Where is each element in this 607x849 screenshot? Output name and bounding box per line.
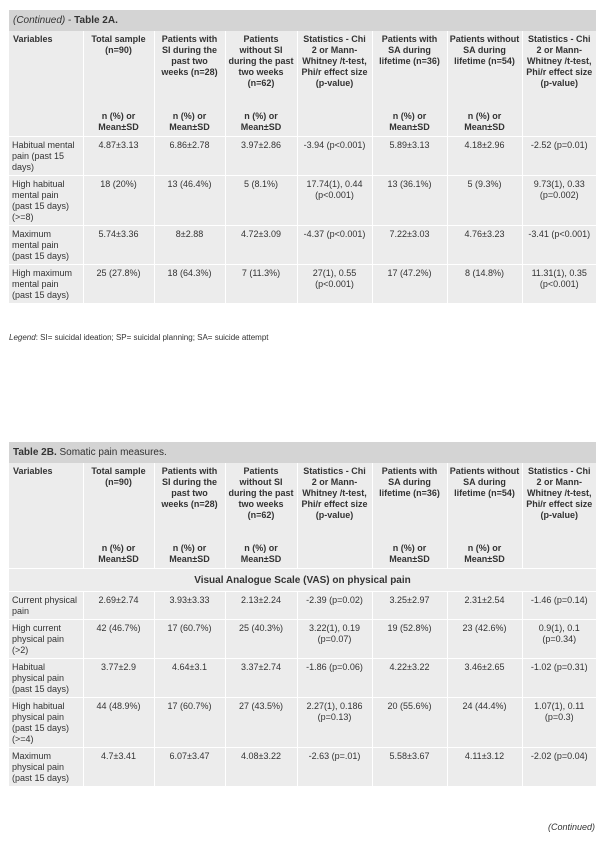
table-cell: -2.02 (p=0.04) xyxy=(522,748,596,787)
table-row xyxy=(9,748,596,787)
table-header-row xyxy=(9,463,596,569)
table-cell: 4.64±3.1 xyxy=(154,659,225,698)
table-header-row xyxy=(9,31,596,137)
row-label: High current physical pain (>2) xyxy=(9,620,83,659)
column-header-subtitle: n (%) or Mean±SD xyxy=(389,111,430,132)
table-cell: 7 (11.3%) xyxy=(225,265,297,304)
column-header-label: Patients without SI during the past two weeks (n=62) xyxy=(228,466,294,520)
column-header xyxy=(83,463,154,569)
table-cell: 4.08±3.22 xyxy=(225,748,297,787)
table-cell: 42 (46.7%) xyxy=(83,620,154,659)
table-2b-grid xyxy=(9,463,596,787)
table-cell: 0.9(1), 0.1 (p=0.34) xyxy=(522,620,596,659)
table-cell: 27 (43.5%) xyxy=(225,698,297,748)
table-cell: 13 (46.4%) xyxy=(154,176,225,226)
legend-label: Legend xyxy=(9,333,36,342)
table-row xyxy=(9,592,596,620)
column-header-subtitle: n (%) or Mean±SD xyxy=(389,543,430,564)
table-2a-grid xyxy=(9,31,596,304)
row-label: High habitual mental pain (past 15 days) (>=8) xyxy=(9,176,83,226)
column-header xyxy=(9,463,83,569)
table-cell: 18 (64.3%) xyxy=(154,265,225,304)
page-footer-continued: (Continued) xyxy=(547,822,595,832)
column-header xyxy=(225,31,297,137)
table-cell: 3.77±2.9 xyxy=(83,659,154,698)
table-cell: 2.27(1), 0.186 (p=0.13) xyxy=(297,698,372,748)
table-row xyxy=(9,698,596,748)
section-title: Visual Analogue Scale (VAS) on physical pain xyxy=(9,569,596,592)
table-cell: 3.46±2.65 xyxy=(447,659,522,698)
column-header xyxy=(372,31,447,137)
table-row xyxy=(9,137,596,176)
table-cell: 17.74(1), 0.44 (p<0.001) xyxy=(297,176,372,226)
column-header-label: Patients with SA during lifetime (n=36) xyxy=(379,34,440,66)
column-header-subtitle: n (%) or Mean±SD xyxy=(169,543,210,564)
column-header xyxy=(447,463,522,569)
table-cell: 4.87±3.13 xyxy=(83,137,154,176)
table-2b xyxy=(9,442,596,787)
column-header-label: Statistics - Chi 2 or Mann-Whitney /t-test, Phi/r effect size (p-value) xyxy=(526,466,593,520)
legend-text: : SI= suicidal ideation; SP= suicidal planning; SA= suicide attempt xyxy=(35,333,269,342)
table-cell: 20 (55.6%) xyxy=(372,698,447,748)
table-cell: 2.69±2.74 xyxy=(83,592,154,620)
column-header-subtitle: n (%) or Mean±SD xyxy=(464,111,505,132)
row-label: Maximum physical pain (past 15 days) xyxy=(9,748,83,787)
table-cell: 4.18±2.96 xyxy=(447,137,522,176)
column-header-subtitle: n (%) or Mean±SD xyxy=(240,111,282,132)
table-cell: 17 (60.7%) xyxy=(154,698,225,748)
caption-separator: - xyxy=(65,15,75,26)
table-cell: 5.89±3.13 xyxy=(372,137,447,176)
table-cell: 2.13±2.24 xyxy=(225,592,297,620)
column-header-label: Statistics - Chi 2 or Mann-Whitney /t-test, Phi/r effect size (p-value) xyxy=(301,34,368,88)
table-cell: 13 (36.1%) xyxy=(372,176,447,226)
table-legend xyxy=(9,333,269,342)
table-cell: -2.52 (p=0.01) xyxy=(522,137,596,176)
column-header-label: Patients with SI during the past two weeks (n=28) xyxy=(161,34,218,77)
column-header xyxy=(522,31,596,137)
table-cell: 3.37±2.74 xyxy=(225,659,297,698)
column-header-label: Patients with SA during lifetime (n=36) xyxy=(379,466,440,498)
row-label: Habitual mental pain (past 15 days) xyxy=(9,137,83,176)
column-header-label: Variables xyxy=(13,34,53,44)
table-row xyxy=(9,265,596,304)
column-header xyxy=(225,463,297,569)
table-cell: 3.97±2.86 xyxy=(225,137,297,176)
table-cell: 25 (40.3%) xyxy=(225,620,297,659)
column-header xyxy=(297,31,372,137)
table-cell: -1.02 (p=0.31) xyxy=(522,659,596,698)
table-cell: -4.37 (p<0.001) xyxy=(297,226,372,265)
table-cell: 44 (48.9%) xyxy=(83,698,154,748)
table-cell: -2.63 (p=.01) xyxy=(297,748,372,787)
table-cell: -3.41 (p<0.001) xyxy=(522,226,596,265)
column-header-subtitle: n (%) or Mean±SD xyxy=(240,543,282,564)
table-cell: 6.86±2.78 xyxy=(154,137,225,176)
caption-title: Table 2A. xyxy=(74,15,118,26)
table-cell: 3.25±2.97 xyxy=(372,592,447,620)
row-label: High habitual physical pain (past 15 days) (>=4) xyxy=(9,698,83,748)
column-header-subtitle: n (%) or Mean±SD xyxy=(98,543,139,564)
table-cell: 4.11±3.12 xyxy=(447,748,522,787)
column-header-label: Statistics - Chi 2 or Mann-Whitney /t-test, Phi/r effect size (p-value) xyxy=(301,466,368,520)
column-header xyxy=(83,31,154,137)
table-row xyxy=(9,659,596,698)
table-cell: 19 (52.8%) xyxy=(372,620,447,659)
table-cell: 8 (14.8%) xyxy=(447,265,522,304)
table-cell: -2.39 (p=0.02) xyxy=(297,592,372,620)
table-cell: -1.86 (p=0.06) xyxy=(297,659,372,698)
table-cell: 7.22±3.03 xyxy=(372,226,447,265)
table-cell: 17 (60.7%) xyxy=(154,620,225,659)
table-cell: 2.31±2.54 xyxy=(447,592,522,620)
table-row xyxy=(9,176,596,226)
table-cell: 4.22±3.22 xyxy=(372,659,447,698)
column-header xyxy=(447,31,522,137)
column-header-label: Patients with SI during the past two weeks (n=28) xyxy=(161,466,218,509)
column-header-label: Patients without SA during lifetime (n=54) xyxy=(449,34,520,66)
column-header xyxy=(154,31,225,137)
column-header-subtitle: n (%) or Mean±SD xyxy=(98,111,139,132)
table-cell: 5 (8.1%) xyxy=(225,176,297,226)
table-cell: 24 (44.4%) xyxy=(447,698,522,748)
table-cell: -3.94 (p<0.001) xyxy=(297,137,372,176)
table-cell: 27(1), 0.55 (p<0.001) xyxy=(297,265,372,304)
table-cell: 11.31(1), 0.35 (p<0.001) xyxy=(522,265,596,304)
table-cell: 4.72±3.09 xyxy=(225,226,297,265)
row-label: Current physical pain xyxy=(9,592,83,620)
table-cell: 23 (42.6%) xyxy=(447,620,522,659)
section-row xyxy=(9,569,596,592)
column-header-label: Total sample (n=90) xyxy=(91,34,146,55)
table-2a xyxy=(9,10,596,304)
row-label: Maximum mental pain (past 15 days) xyxy=(9,226,83,265)
table-row xyxy=(9,226,596,265)
column-header xyxy=(154,463,225,569)
table-cell: 6.07±3.47 xyxy=(154,748,225,787)
table-cell: 18 (20%) xyxy=(83,176,154,226)
table-cell: 5.58±3.67 xyxy=(372,748,447,787)
column-header-subtitle: n (%) or Mean±SD xyxy=(169,111,210,132)
table-2b-caption xyxy=(9,442,596,463)
column-header-label: Statistics - Chi 2 or Mann-Whitney /t-test, Phi/r effect size (p-value) xyxy=(526,34,593,88)
column-header-label: Patients without SI during the past two weeks (n=62) xyxy=(228,34,294,88)
table-cell: 8±2.88 xyxy=(154,226,225,265)
table-cell: -1.46 (p=0.14) xyxy=(522,592,596,620)
table-cell: 17 (47.2%) xyxy=(372,265,447,304)
table-cell: 3.93±3.33 xyxy=(154,592,225,620)
column-header xyxy=(522,463,596,569)
row-label: High maximum mental pain (past 15 days) xyxy=(9,265,83,304)
column-header xyxy=(372,463,447,569)
table-row xyxy=(9,620,596,659)
column-header-label: Patients without SA during lifetime (n=54) xyxy=(449,466,520,498)
table-cell: 5.74±3.36 xyxy=(83,226,154,265)
caption-continued: (Continued) xyxy=(13,15,66,26)
table-cell: 5 (9.3%) xyxy=(447,176,522,226)
table-cell: 9.73(1), 0.33 (p=0.002) xyxy=(522,176,596,226)
caption-title: Table 2B. xyxy=(13,447,57,458)
table-cell: 4.7±3.41 xyxy=(83,748,154,787)
column-header-label: Total sample (n=90) xyxy=(91,466,146,487)
column-header-subtitle: n (%) or Mean±SD xyxy=(464,543,505,564)
table-cell: 1.07(1), 0.11 (p=0.3) xyxy=(522,698,596,748)
column-header-label: Variables xyxy=(13,466,53,476)
row-label: Habitual physical pain (past 15 days) xyxy=(9,659,83,698)
column-header xyxy=(9,31,83,137)
caption-text: Somatic pain measures. xyxy=(56,447,167,458)
table-cell: 4.76±3.23 xyxy=(447,226,522,265)
table-2a-caption xyxy=(9,10,596,31)
table-cell: 3.22(1), 0.19 (p=0.07) xyxy=(297,620,372,659)
column-header xyxy=(297,463,372,569)
table-cell: 25 (27.8%) xyxy=(83,265,154,304)
